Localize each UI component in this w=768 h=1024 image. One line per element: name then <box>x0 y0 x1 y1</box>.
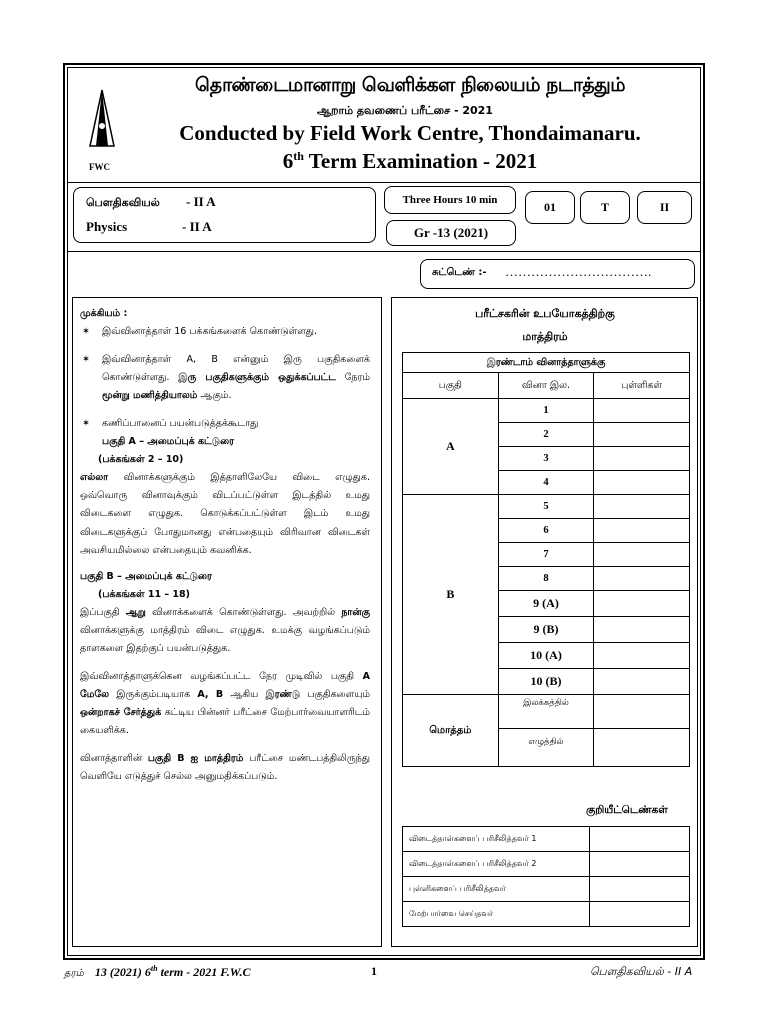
last-b: பகுதி B ஐ மாத்திரம் <box>147 753 244 765</box>
subject-divider <box>67 251 701 252</box>
last-a: வினாத்தாளின் <box>80 753 148 765</box>
marks-input[interactable] <box>594 399 690 423</box>
marks-input[interactable] <box>594 447 690 471</box>
final-a: இவ்வினாத்தாளுக்கென வழங்கப்பட்ட நேர முடிவில் பகுதி <box>80 670 363 682</box>
part-b-pages: (பக்கங்கள் 11 – 18) <box>98 588 190 600</box>
bullet-1: ✶ இவ்வினாத்தாள் 16 பக்கங்களைக் கொண்டுள்ளது. <box>82 326 318 338</box>
fwc-logo-icon <box>82 88 122 158</box>
instructions-heading: முக்கியம் : <box>80 308 128 319</box>
part-a-pages: (பக்கங்கள் 2 – 10) <box>98 454 184 466</box>
bullet-2: ✶ இவ்வினாத்தாள் A, B என்னும் இரு பகுதிகளைக் கொண்டுள்ளது. இரு பகுதிகளுக்கும் ஒதுக்கப்பட்ட நேரம் மூன்று மணித்தியாலம் ஆகும். <box>82 354 370 402</box>
index-number-label: சுட்டெண் :- <box>432 267 487 278</box>
final-instruction <box>80 668 370 740</box>
marks-table-title: இரண்டாம் வினாத்தாளுக்கு <box>403 353 690 373</box>
code-box-2 <box>580 191 630 224</box>
marks-input[interactable] <box>594 471 690 495</box>
english-title: Conducted by Field Work Centre, Thondaimanaru. <box>179 121 641 145</box>
final-g: பகுதிகளையும் <box>300 688 371 700</box>
code-row-label: விடைத்தாள்களைப் பரிசீலித்தவர் 2 <box>403 852 590 877</box>
duration-box <box>384 186 516 214</box>
bullet-3-text: கணிப்பானைப் பயன்படுத்தக்கூடாது <box>102 418 259 430</box>
last-instruction <box>80 750 370 786</box>
subject-en-name: Physics <box>86 219 128 234</box>
qno-cell: 5 <box>498 495 594 519</box>
bullet-2-a: இவ்வினாத்தாள் A, B என்னும் இரு பகுதிகளைக் கொண்டுள்ளது. <box>102 354 370 384</box>
part-b-body <box>80 604 370 658</box>
part-a-title: பகுதி A – அமைப்புக் கட்டுரை <box>102 436 234 448</box>
code-row-input[interactable] <box>590 827 690 852</box>
total-in-words-label: எழுத்தில் <box>498 729 594 767</box>
marks-input[interactable] <box>594 543 690 567</box>
part-b-body-b: ஆறு <box>125 606 146 618</box>
marks-input[interactable] <box>594 567 690 591</box>
index-number-dots: ……………………………. <box>505 264 652 279</box>
footer-grade-label: தரம் <box>64 968 84 979</box>
codes-title: குறியீட்டெண்கள் <box>586 804 668 816</box>
final-i: கட்டிய பின்னர் பரீட்சை மேற்பார்வையாளரிடம் கையளிக்க. <box>80 706 371 736</box>
tamil-subtitle: ஆறாம் தவணைப் பரீட்சை - 2021 <box>317 104 493 117</box>
bullet-2-d: மூன்று மணித்தியாலம் <box>102 390 198 402</box>
instructions <box>80 305 370 786</box>
final-c: இருக்கும்படியாக <box>109 688 198 700</box>
final-e: ஆகிய <box>223 688 266 700</box>
col-header-marks: புள்ளிகள் <box>594 373 690 399</box>
code-row-input[interactable] <box>590 902 690 927</box>
part-a-body-bold: எல்லா <box>80 472 109 484</box>
col-header-qno: வினா இல. <box>498 373 594 399</box>
marks-input[interactable] <box>594 669 690 695</box>
marks-table <box>402 352 690 767</box>
exam-number: 6 <box>282 149 294 173</box>
qno-cell: 4 <box>498 471 594 495</box>
code-box-1-text: 01 <box>544 200 556 214</box>
part-b-body-d: நான்கு <box>341 606 370 618</box>
total-in-numbers-label: இலக்கத்தில் <box>498 695 594 729</box>
final-b: A மேலே <box>80 670 370 700</box>
codes-table <box>402 826 690 927</box>
code-row-label: புள்ளிகளைப் பரிசீலித்தவர் <box>403 877 590 902</box>
part-b-body-e: வினாக்களுக்கு மாத்திரம் விடை எழுதுக. உமக்கு வழங்கப்படும் தாளகளை இதற்குப் பயன்படுத்துக. <box>80 624 370 654</box>
bullet-2-b: இரு பகுதிகளுக்கும் ஒதுக்கப்பட்ட <box>178 372 336 384</box>
qno-cell: 3 <box>498 447 594 471</box>
qno-cell: 1 <box>498 399 594 423</box>
final-f: இரண்டு <box>265 688 301 700</box>
page-number: 1 <box>371 964 377 978</box>
marks-input[interactable] <box>594 643 690 669</box>
examiner-title-2: மாத்திரம் <box>522 330 568 343</box>
qno-cell: 6 <box>498 519 594 543</box>
marks-input[interactable] <box>594 591 690 617</box>
col-header-part: பகுதி <box>403 373 499 399</box>
qno-cell: 7 <box>498 543 594 567</box>
total-in-words-input[interactable] <box>594 729 690 767</box>
part-a-cell: A <box>403 399 499 495</box>
marks-input[interactable] <box>594 519 690 543</box>
part-b-body-c: வினாக்களைக் கொண்டுள்ளது. அவற்றில் <box>145 606 342 618</box>
bullet-3: ✶ கணிப்பானைப் பயன்படுத்தக்கூடாது <box>82 418 259 430</box>
exam-suffix: Term Examination - 2021 <box>303 149 538 173</box>
subject-tamil-paper: - II A <box>186 194 216 209</box>
code-box-2-text: T <box>600 200 609 214</box>
part-b-body-a: இப்பகுதி <box>80 606 126 618</box>
code-box-1 <box>525 191 575 224</box>
marks-input[interactable] <box>594 617 690 643</box>
header-divider <box>67 182 701 183</box>
exam-sup: th <box>293 149 304 163</box>
examiner-title-1: பரீட்சகரின் உபயோகத்திற்கு <box>475 307 615 320</box>
part-b-title: பகுதி B – அமைப்புக் கட்டுரை <box>80 570 212 582</box>
footer-term: term - 2021 F.W.C <box>157 965 251 979</box>
tamil-title: தொண்டைமானாறு வெளிக்கள நிலையம் நடாத்தும் <box>194 74 626 96</box>
final-h: ஒன்றாகச் சேர்த்துக் <box>80 706 162 718</box>
code-box-3 <box>637 191 692 224</box>
bullet-2-e: ஆகும். <box>197 390 232 402</box>
bullet-2-c: நேரம் <box>335 372 370 384</box>
duration-text: Three Hours 10 min <box>402 194 498 206</box>
part-b-cell: B <box>403 495 499 695</box>
code-row-input[interactable] <box>590 877 690 902</box>
footer-left <box>64 964 251 980</box>
qno-cell: 8 <box>498 567 594 591</box>
grade-text: Gr -13 (2021) <box>413 225 489 240</box>
grade-box <box>386 220 516 246</box>
footer-grade: 13 (2021) 6 <box>94 965 151 979</box>
last-c: பரீட்சை மண்டபத்திலிருந்து வெளியே எடுத்துச் செல்ல அனுமதிக்கப்படும். <box>80 753 370 783</box>
qno-cell: 10 (A) <box>498 643 594 669</box>
part-a-body <box>80 469 370 559</box>
subject-en-paper: - II A <box>182 219 212 234</box>
fwc-logo <box>82 88 122 158</box>
bullet-1-text: இவ்வினாத்தாள் 16 பக்கங்களைக் கொண்டுள்ளது. <box>102 326 318 338</box>
subject-tamil-name: பௌதிகவியல் <box>86 196 160 209</box>
qno-cell: 10 (B) <box>498 669 594 695</box>
logo-text: FWC <box>89 162 110 172</box>
footer-right: பௌதிகவியல் - II A <box>590 965 693 978</box>
qno-cell: 9 (A) <box>498 591 594 617</box>
total-in-numbers-input[interactable] <box>594 695 690 729</box>
code-row-label: விடைத்தாள்களைப் பரிசீலித்தவர் 1 <box>403 827 590 852</box>
qno-cell: 9 (B) <box>498 617 594 643</box>
code-row-input[interactable] <box>590 852 690 877</box>
exam-title <box>130 149 690 174</box>
code-box-3-text: II <box>659 200 670 214</box>
total-cell: மொத்தம் <box>403 695 499 767</box>
part-a-body-text: வினாக்களுக்கும் இத்தாளிலேயே விடை எழுதுக. ஒவ்வொரு வினாவுக்கும் விடப்பட்டுள்ள இடத்தில் உமது விடைகளை எழுதுக. கொடுக்கப்பட்டுள்ள இடம் உமது விடைகளுக்குப் போதுமானது என்பதையும் விரிவான விடைகள் அவசியமில்லை என்பதையும் கவனிக்க. <box>80 472 370 556</box>
marks-input[interactable] <box>594 495 690 519</box>
footer-sup: th <box>150 964 158 973</box>
marks-input[interactable] <box>594 423 690 447</box>
code-row-label: மேற்பார்வை செய்தவர் <box>403 902 590 927</box>
final-d: A, B <box>197 688 224 700</box>
qno-cell: 2 <box>498 423 594 447</box>
